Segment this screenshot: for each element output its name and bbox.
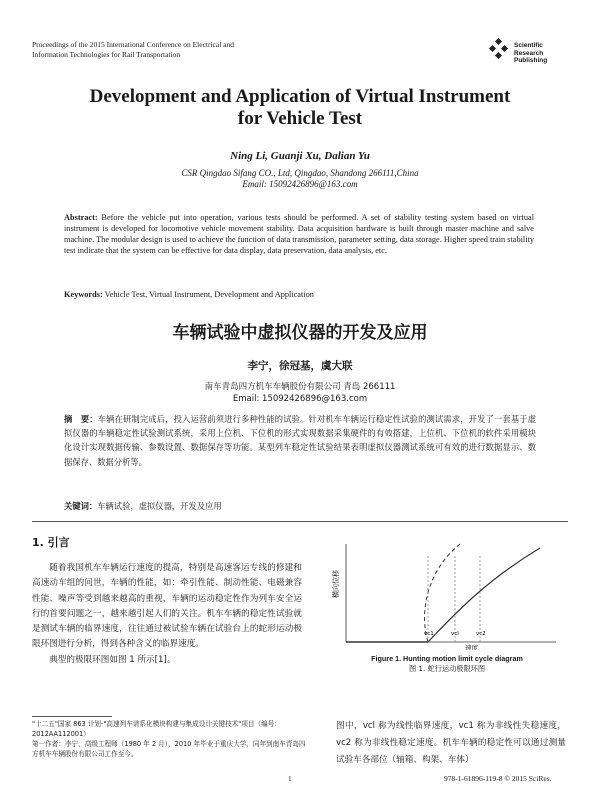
figure-1 [330, 538, 564, 650]
publisher-logo [486, 36, 576, 66]
conference-header [32, 40, 372, 60]
isbn-copyright: 978-1-61896-119-8 © 2015 SciRes. [444, 774, 552, 783]
figure-caption-en: Figure 1. Hunting motion limit cycle diagram [371, 654, 523, 663]
cn-keywords-text: 车辆试验，虚拟仪器，开发及应用 [97, 501, 222, 511]
abstract-label: Abstract: [64, 213, 98, 222]
abstract [64, 212, 534, 256]
footnote-line-2: 第一作者：李宁，高级工程师（1980 年 2 月），2010 年毕业于重庆大学，同年到南车青岛四方机车车辆股份有限公司工作至今。 [32, 740, 306, 758]
tick-label-vc2: vc2 [476, 631, 486, 637]
keywords-text: Vehicle Test, Virtual Instrument, Development and Application [104, 290, 314, 299]
conference-line-2: Information Technologies for Rail Transportation [32, 50, 181, 59]
cn-keywords [64, 500, 536, 512]
conference-line-1: Proceedings of the 2015 International Conference on Electrical and [32, 40, 235, 49]
cn-abstract-text: 车辆在研制完成后，投入运营前须进行多种性能的试验。针对机车车辆运行稳定性试验的测试需求，开发了一套基于虚拟仪器的车辆稳定性试验测试系统，采用上位机、下位机的形式实现数据采集硬件的有效搭建，上位机、下位机的软件采用模块化设计实现数据传输、参数设置、数据保存等功能。某型列车稳定性试验结果表明虚拟仪器测试系统可有效的进行数据显示、数据保存、数据分析等。 [64, 414, 536, 467]
intro-paragraph-2: 典型的极限环图如图 1 所示[1]。 [49, 654, 176, 665]
stable-branch [428, 548, 540, 642]
footnote-line-1: "十二五"国家 863 计划-"高速列车谱系化模块构建与集成设计关键技术"项目（编号：2012AA112001） [32, 720, 281, 738]
keywords [64, 290, 534, 299]
limit-cycle-diagram [330, 538, 564, 650]
cn-abstract-label: 摘 要： [64, 414, 98, 424]
x-axis-label: 速度 [465, 644, 478, 650]
page-number: 1 [288, 774, 292, 783]
keywords-label: Keywords: [64, 290, 103, 299]
section-divider [32, 521, 568, 522]
footnote [32, 716, 307, 759]
tick-label-vc1: vc1 [424, 631, 434, 637]
right-paragraph: 图中，vcl 称为线性临界速度，vc1 称为非线性失稳速度，vc2 称为非线性稳定速度。机车车辆的稳定性可以通过测量试验车各部位（轴箱、构架、车体） [336, 721, 566, 765]
footnote-rule [32, 716, 112, 717]
cn-affiliation: 南车青岛四方机车车辆股份有限公司 青岛 266111 Email: 15092426896@163.com [40, 381, 560, 405]
tick-label-vcl: vcl [451, 631, 459, 637]
cn-keywords-label: 关键词： [64, 501, 98, 511]
paper-authors: Ning Li, Guanji Xu, Dalian Yu [230, 150, 370, 162]
y-axis-label: 横向位移 [332, 570, 340, 598]
paper-title: Development and Application of Virtual Instrument for Vehicle Test [89, 86, 511, 129]
publisher-name: Scientific Research Publishing [514, 42, 548, 64]
abstract-text: Before the vehicle put into operation, various tests should be performed. A set of stability testing system based on virtual instrument is developed for locomotive vehicle movement stability. Data acquisition hardware is built through master machine and salve machine. The modular design is used to achieve the function of data transmission, parameter setting, data storage. Higher speed train stability test indicate that the system can be effective for data display, data preservation, data analysis, etc. [64, 213, 534, 255]
paper-affiliation: CSR Qingdao Sifang CO., Ltd, Qingdao, Shandong 266111,China Email: 15092426896@163.com [40, 168, 560, 190]
figure-caption-cn: 图 1. 蛇行运动极限环图 [408, 664, 486, 673]
cn-email: Email: 15092426896@163.com [232, 394, 368, 404]
figure-caption [322, 654, 572, 674]
section-heading: 1. 引言 [32, 536, 70, 549]
publisher-diamonds-icon [486, 38, 512, 60]
intro-body [32, 561, 302, 668]
cn-authors: 李宁，徐冠基，虞大联 [247, 360, 353, 372]
paper-email: Email: 15092426896@163.com [242, 179, 358, 189]
cn-abstract [64, 412, 536, 469]
intro-paragraph: 随着我国机车车辆运行速度的提高，特别是高速客运专线的修建和高速动车组的问世，车辆的性能，如：牵引性能、制动性能、电磁兼容性能、噪声等受到越来越高的重视，车辆的运动稳定性作为列车安全运行的首要问题之一，越来越引起人们的关注。机车车辆的稳定性试验就是测试车辆的临界速度，往往通过被试验车辆在试验台上的蛇形运动极限环图进行分析，得到各种含义的临界速度。 [32, 563, 302, 650]
cn-title: 车辆试验中虚拟仪器的开发及应用 [172, 323, 428, 343]
